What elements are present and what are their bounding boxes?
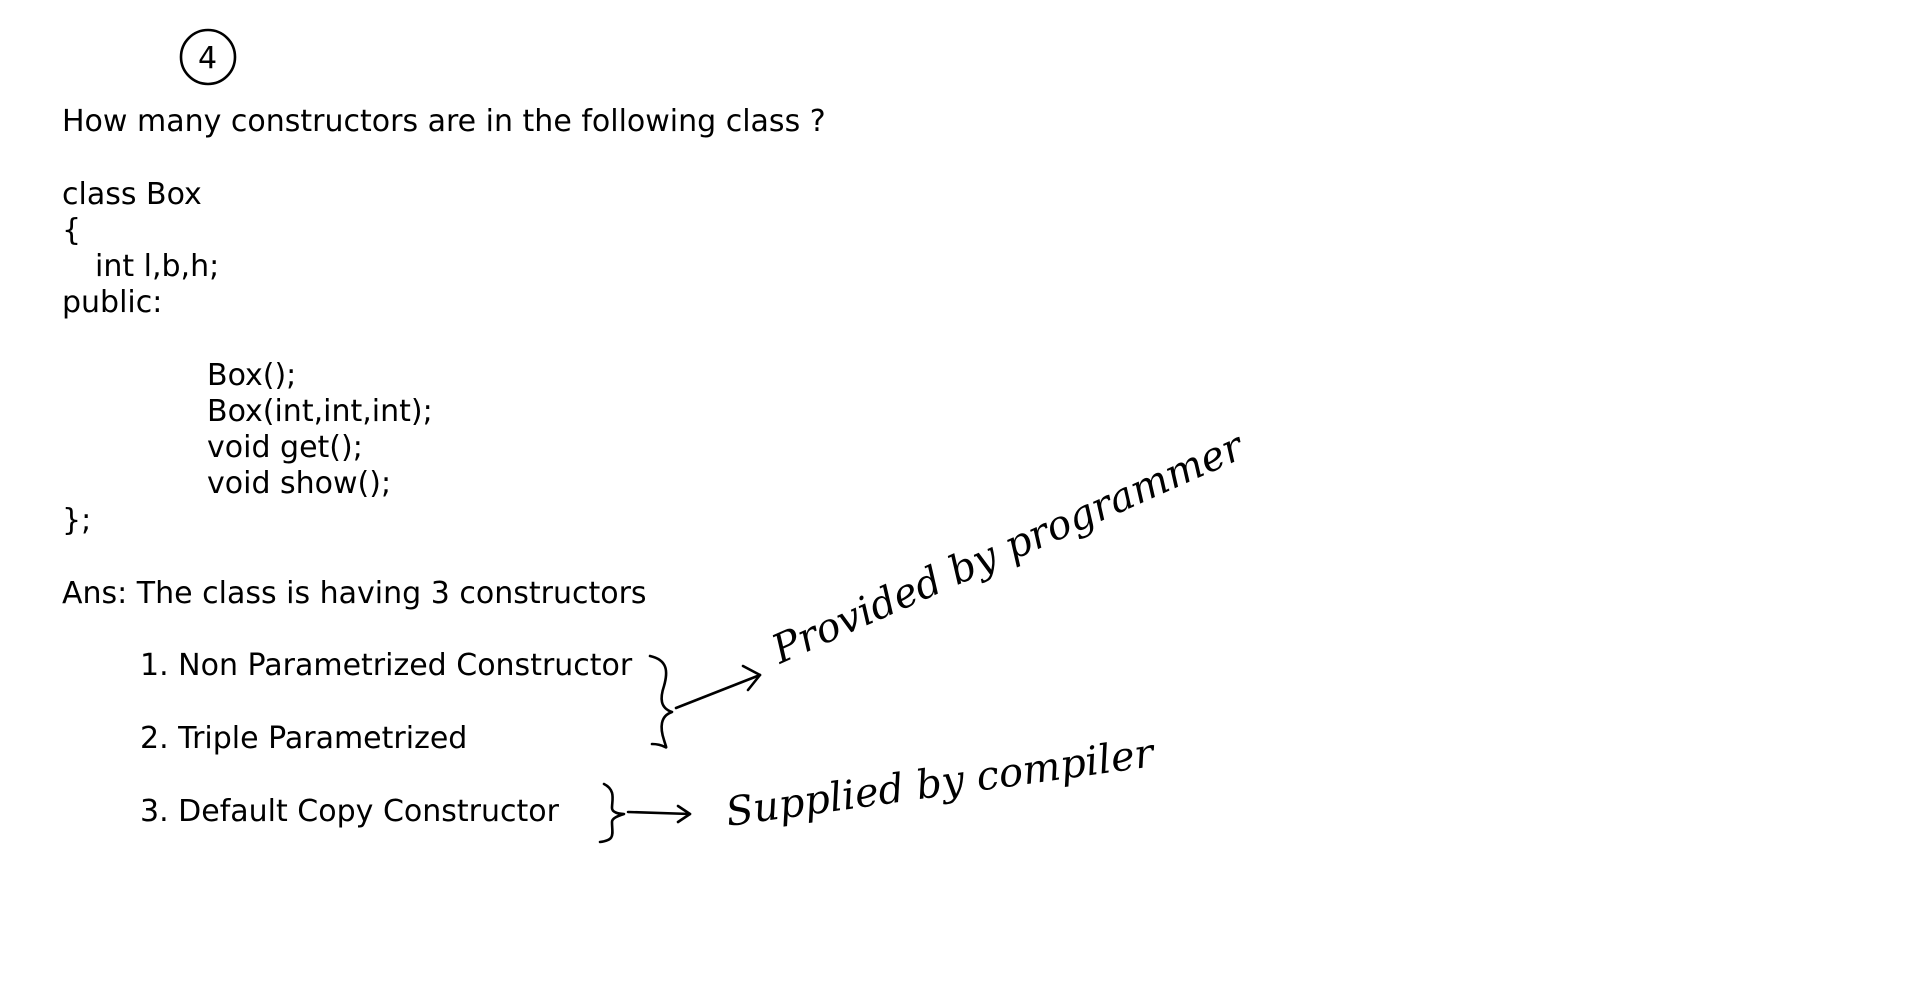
answer-item: 1. Non Parametrized Constructor — [140, 648, 633, 683]
answer-item: 3. Default Copy Constructor — [140, 794, 559, 829]
code-method: void show(); — [207, 466, 392, 501]
code-close-brace: }; — [62, 503, 92, 538]
code-method: Box(); — [207, 358, 297, 393]
code-member-vars: int l,b,h; — [95, 249, 220, 284]
question-number-circle — [181, 30, 235, 84]
arrow-supplied-shaft — [628, 812, 690, 814]
question-text: How many constructors are in the following class ? — [62, 104, 826, 139]
question-number: 4 — [198, 41, 218, 76]
answer-item: 2. Triple Parametrized — [140, 721, 468, 756]
code-access-specifier: public: — [62, 285, 163, 320]
answer-heading: Ans: The class is having 3 constructors — [62, 576, 647, 611]
code-method: void get(); — [207, 430, 363, 465]
brace-supplied — [600, 784, 624, 842]
arrow-supplied-head — [678, 806, 690, 822]
provided-by-programmer-note: Provided by programmer — [765, 423, 1251, 674]
brace-provided — [650, 656, 672, 747]
code-class-decl: class Box — [62, 177, 202, 212]
code-method: Box(int,int,int); — [207, 394, 433, 429]
arrow-provided-head — [743, 666, 760, 690]
arrow-provided-shaft — [676, 675, 760, 708]
code-open-brace: { — [62, 213, 82, 248]
supplied-by-compiler-note: Supplied by compiler — [722, 730, 1157, 836]
